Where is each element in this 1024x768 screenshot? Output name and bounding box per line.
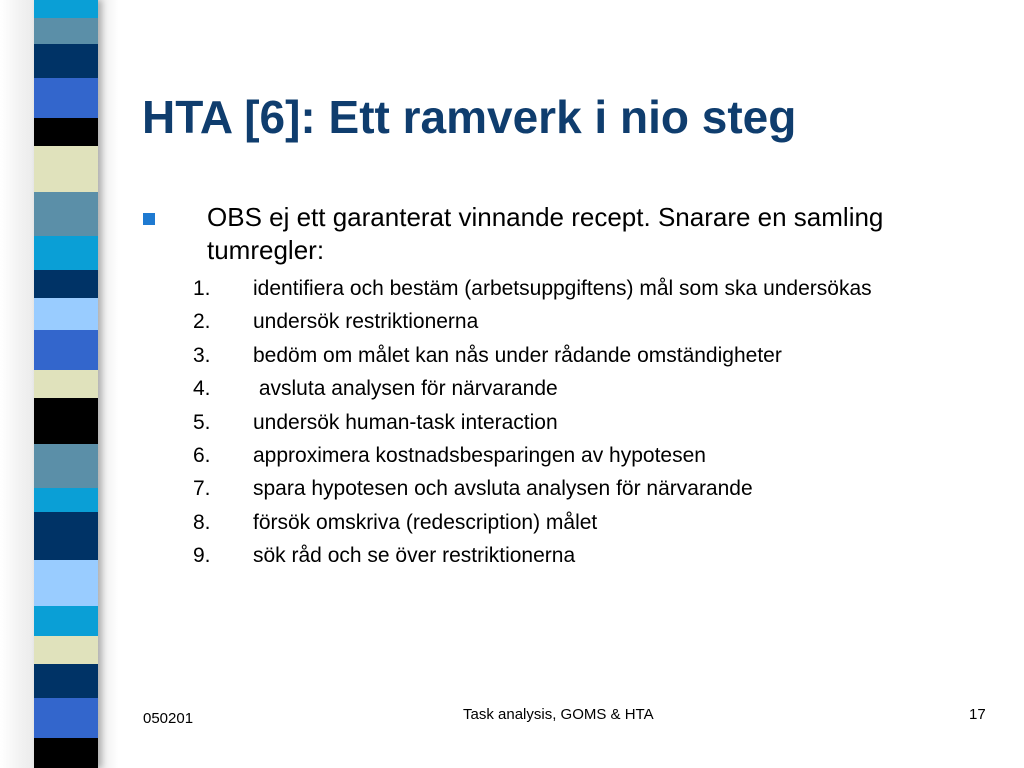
band-segment (34, 118, 98, 146)
step-number: 5. (193, 410, 211, 434)
step-number: 4. (193, 377, 211, 401)
step-number: 9. (193, 544, 211, 568)
list-item (193, 309, 913, 334)
footer-date: 050201 (143, 710, 194, 727)
band-segment (34, 330, 98, 370)
step-number: 3. (193, 343, 211, 367)
step-number: 6. (193, 443, 211, 467)
band-segment (34, 698, 98, 738)
band-segment (34, 664, 98, 698)
band-segment (34, 18, 98, 44)
step-text: sök råd och se över restriktionerna (253, 544, 576, 568)
step-text: identifiera och bestäm (arbetsuppgiftens) mål som ska undersökas (253, 277, 872, 300)
step-text: avsluta analysen för närvarande (253, 377, 558, 401)
square-bullet-icon (143, 213, 155, 225)
step-number: 7. (193, 477, 211, 501)
slide-title: HTA [6]: Ett ramverk i nio steg (142, 91, 797, 143)
decorative-color-band (34, 0, 98, 768)
list-item (193, 443, 913, 468)
step-text: undersök human-task interaction (253, 410, 558, 434)
band-segment (34, 444, 98, 488)
band-segment (34, 146, 98, 192)
step-text: bedöm om målet kan nås under rådande omständigheter (253, 343, 782, 367)
band-segment (34, 298, 98, 330)
step-text: undersök restriktionerna (253, 310, 479, 334)
list-item (193, 543, 913, 568)
step-text: försök omskriva (redescription) målet (253, 510, 598, 534)
band-segment (34, 0, 98, 18)
band-segment (34, 606, 98, 636)
band-segment (34, 78, 98, 118)
band-segment (34, 370, 98, 398)
band-segment (34, 560, 98, 606)
band-segment (34, 192, 98, 236)
step-number: 1. (193, 277, 211, 300)
step-number: 2. (193, 310, 211, 334)
band-segment (34, 398, 98, 444)
band-segment (34, 488, 98, 512)
step-text: spara hypotesen och avsluta analysen för närvarande (253, 477, 753, 501)
footer-title: Task analysis, GOMS & HTA (463, 706, 654, 723)
list-item (193, 276, 913, 301)
bullet-text: OBS ej ett garanterat vinnande recept. Snarare en samling tumregler: (207, 202, 884, 265)
steps-list (193, 276, 913, 577)
band-segment (34, 44, 98, 78)
list-item (193, 476, 913, 501)
step-number: 8. (193, 510, 211, 534)
list-item (193, 343, 913, 368)
list-item (193, 376, 913, 401)
band-segment (34, 236, 98, 270)
band-segment (34, 738, 98, 768)
page-number: 17 (969, 706, 986, 723)
list-item (193, 510, 913, 535)
band-segment (34, 636, 98, 664)
step-text: approximera kostnadsbesparingen av hypotesen (253, 443, 706, 467)
band-segment (34, 270, 98, 298)
list-item (193, 410, 913, 435)
band-segment (34, 512, 98, 560)
